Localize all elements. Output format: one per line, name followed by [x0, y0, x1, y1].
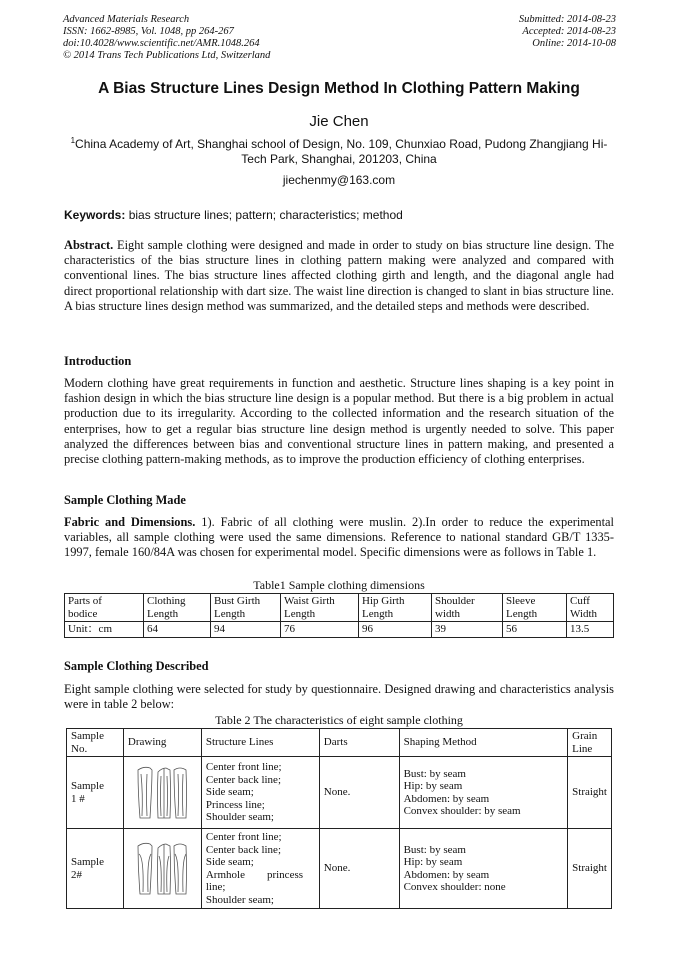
structure-line: Center back line; — [205, 773, 281, 786]
darts-cell: None. — [319, 829, 399, 909]
journal-info — [63, 14, 270, 62]
shaping-method-cell — [399, 829, 568, 909]
shaping-line: Hip: by seam — [403, 780, 463, 792]
keywords-text: bias structure lines; pattern; characteristics; method — [128, 208, 403, 222]
shaping-line: Bust: by seam — [403, 843, 466, 856]
structure-line: Shoulder seam; — [205, 893, 274, 906]
header-line: Line — [572, 742, 593, 755]
table1-header-cell — [65, 594, 144, 622]
header-line: Width — [570, 607, 598, 620]
drawing-cell — [123, 757, 201, 829]
keywords-label: Keywords: — [64, 208, 126, 222]
abstract-label: Abstract. — [64, 238, 114, 252]
introduction-heading: Introduction — [64, 354, 132, 368]
structure-line: Center front line; — [205, 831, 282, 843]
structure-line: line; — [205, 881, 226, 893]
structure-line: Center front line; — [205, 761, 282, 774]
table1-cell: Unit：cm — [65, 622, 144, 638]
garment-sketch-2 — [134, 840, 190, 898]
table1-cell: 39 — [432, 622, 503, 638]
submission-dates — [519, 14, 616, 50]
abstract — [64, 238, 614, 314]
table2-row — [67, 757, 612, 829]
header-line: Length — [214, 607, 246, 620]
header-line: Bust Girth — [214, 595, 261, 607]
author-name: Jie Chen — [309, 113, 369, 130]
sample-made-heading: Sample Clothing Made — [64, 493, 186, 507]
structure-line: Center back line; — [205, 843, 281, 856]
sample-described-text: Eight sample clothing were selected for study by questionnaire. Designed drawing and characteristics analysis were in table 2 below: — [64, 682, 614, 712]
table1-header-cell — [211, 594, 281, 622]
header-line: Grain — [572, 730, 598, 742]
structure-lines-cell — [201, 757, 319, 829]
darts-cell: None. — [319, 757, 399, 829]
table1-header-cell — [567, 594, 614, 622]
sample-line: Sample — [71, 780, 104, 792]
sample-number — [67, 829, 124, 909]
table2-header-sample — [67, 729, 124, 757]
introduction-text: Modern clothing have great requirements in function and aesthetic. Structure lines shaping is a key point in fashion design in which the bias structure line design is a popular method. But there is a big problem in actual production due to its irregularity. According to the collected information and the research situation of the enterprises, how to get a regular bias structure line design method is urgently needed to solve. This paper analyzed the differences between bias and conventional structure lines in pattern making, and presented a precise clothing pattern-making methods, as to improve the production efficiency of clothing enterprises. — [64, 376, 614, 467]
keywords — [64, 208, 616, 222]
table1-caption: Table1 Sample clothing dimensions — [253, 578, 425, 592]
table1-header-cell — [281, 594, 359, 622]
header-line: Hip Girth — [362, 595, 405, 607]
drawing-cell — [123, 829, 201, 909]
structure-line: Side seam; — [205, 856, 254, 868]
header-line: Length — [506, 607, 538, 620]
shaping-method-cell — [399, 757, 568, 829]
structure-line: Shoulder seam; — [205, 811, 274, 824]
paper-title: A Bias Structure Lines Design Method In Clothing Pattern Making — [98, 80, 580, 97]
table2-header-darts: Darts — [319, 729, 399, 757]
affiliation-marker: 1 — [70, 136, 76, 145]
table1-header-cell — [432, 594, 503, 622]
sample-described-heading: Sample Clothing Described — [64, 659, 209, 673]
author-affiliation — [60, 137, 618, 167]
affiliation-text: China Academy of Art, Shanghai school of Design, No. 109, Chunxiao Road, Pudong Zhangjiang Hi-Tech Park, Shanghai, 201203, China — [75, 137, 608, 166]
table1-cell: 96 — [359, 622, 432, 638]
structure-line: Princess line; — [205, 798, 265, 811]
table2-caption: Table 2 The characteristics of eight sample clothing — [215, 713, 463, 727]
submitted-date: Submitted: 2014-08-23 — [518, 14, 616, 25]
online-date: Online: 2014-10-08 — [532, 38, 616, 49]
journal-doi: doi:10.4028/www.scientific.net/AMR.1048.264 — [63, 38, 260, 49]
sample-line: 2# — [71, 868, 82, 881]
structure-lines-cell — [201, 829, 319, 909]
grain-line-cell: Straight — [568, 829, 612, 909]
table1-cell: 56 — [503, 622, 567, 638]
header-line: Waist Girth — [284, 595, 335, 607]
table2-header-row — [67, 729, 612, 757]
shaping-line: Bust: by seam — [403, 767, 466, 780]
header-line: Sample — [71, 730, 104, 742]
table1-cell: 76 — [281, 622, 359, 638]
journal-name: Advanced Materials Research — [63, 14, 190, 25]
table1-header-cell — [359, 594, 432, 622]
table2-header-shaping: Shaping Method — [399, 729, 568, 757]
fabric-dimensions-label: Fabric and Dimensions. — [64, 515, 196, 529]
table1-cell: 64 — [144, 622, 211, 638]
header-line: Sleeve — [506, 595, 536, 607]
grain-line-cell: Straight — [568, 757, 612, 829]
fabric-dimensions-text: 1). Fabric of all clothing were muslin. 2).In order to reduce the experimental variables, all sample clothing were used the same dimensions. Reference to national standard GB/T 1335-1997, female 160/84A was chosen for experimental model. Specific dimensions were as follows in Table 1. — [64, 515, 614, 560]
shaping-line: Convex shoulder: by seam — [403, 805, 521, 817]
header-line: Parts of — [68, 595, 102, 607]
table2-characteristics — [66, 728, 612, 909]
header-line: Cuff — [570, 595, 590, 607]
table1-row — [65, 622, 614, 638]
table1-header-cell — [503, 594, 567, 622]
table1-dimensions — [64, 593, 614, 638]
table1-header-row — [65, 594, 614, 622]
header-line: No. — [71, 742, 88, 755]
shaping-line: Abdomen: by seam — [403, 868, 490, 881]
header-line: Length — [362, 607, 394, 620]
table1-cell: 13.5 — [567, 622, 614, 638]
shaping-line: Abdomen: by seam — [403, 792, 490, 805]
header-line: Length — [284, 607, 316, 620]
structure-line: Side seam; — [205, 786, 254, 799]
journal-copyright: © 2014 Trans Tech Publications Ltd, Switzerland — [63, 50, 271, 61]
sample-line: Sample — [71, 856, 104, 868]
header-line: Length — [147, 607, 179, 620]
header-line: Clothing — [147, 595, 186, 607]
sample-made-paragraph — [64, 515, 614, 561]
accepted-date: Accepted: 2014-08-23 — [522, 26, 616, 37]
shaping-line: Convex shoulder: none — [403, 881, 506, 893]
structure-line: Armhole princess — [205, 868, 304, 881]
table2-header-structure: Structure Lines — [201, 729, 319, 757]
table2-row — [67, 829, 612, 909]
garment-sketch-1 — [134, 764, 190, 822]
header-line: bodice — [68, 607, 98, 620]
abstract-text: Eight sample clothing were designed and made in order to study on bias structure line design. The characteristics of the bias structure lines in clothing pattern making were analyzed and compared with conventional lines. The bias structure lines affected clothing girth and length, and the diagonal angle had direct proportional relationship with dart size. The waist line direction is changed to slant in bias structure line. A bias structure lines design method was summarized, and the detailed steps and methods were described. — [64, 238, 614, 313]
header-line: width — [435, 607, 461, 620]
shaping-line: Hip: by seam — [403, 856, 463, 868]
sample-line: 1 # — [71, 792, 85, 805]
table2-header-grain — [568, 729, 612, 757]
sample-number — [67, 757, 124, 829]
author-email: jiechenmy@163.com — [282, 173, 396, 187]
table1-cell: 94 — [211, 622, 281, 638]
journal-issn: ISSN: 1662-8985, Vol. 1048, pp 264-267 — [63, 26, 234, 37]
table2-header-drawing: Drawing — [123, 729, 201, 757]
table1-header-cell — [144, 594, 211, 622]
header-line: Shoulder — [435, 595, 475, 607]
